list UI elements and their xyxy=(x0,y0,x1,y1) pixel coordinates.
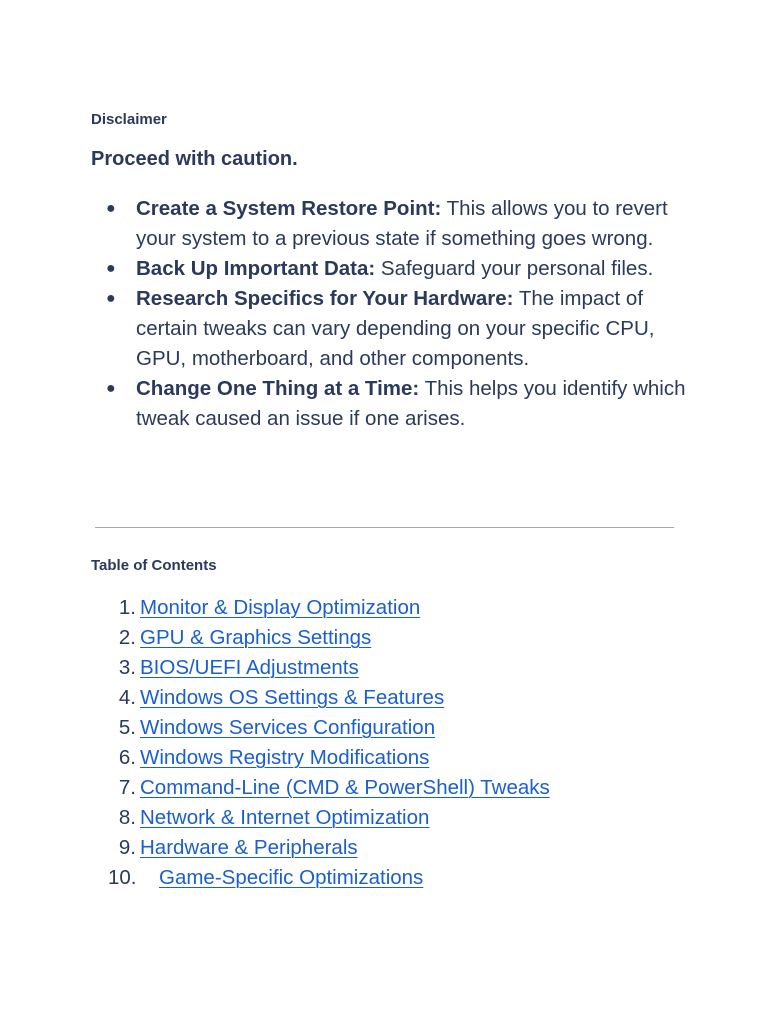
bullet-icon: ● xyxy=(106,260,116,277)
list-item xyxy=(106,284,686,374)
toc-number: 6. xyxy=(118,746,136,769)
toc-link-network-internet[interactable]: Network & Internet Optimization xyxy=(140,806,430,829)
caution-title: Proceed with caution. xyxy=(91,148,298,170)
bullet-icon: ● xyxy=(106,200,116,217)
toc-number: 2. xyxy=(118,626,136,649)
list-item xyxy=(106,194,686,254)
item-title: Create a System Restore Point: xyxy=(136,197,442,220)
toc-link-windows-registry[interactable]: Windows Registry Modifications xyxy=(140,746,430,769)
toc-item xyxy=(106,863,550,893)
toc-item xyxy=(106,593,550,623)
toc-number: 10. xyxy=(108,866,137,889)
item-text: The impact of certain tweaks can vary depending on your specific CPU, GPU, motherboard, and other components. xyxy=(136,287,655,370)
toc-number: 1. xyxy=(118,596,136,619)
toc-number: 8. xyxy=(118,806,136,829)
toc-link-windows-os[interactable]: Windows OS Settings & Features xyxy=(140,686,445,709)
toc-item xyxy=(106,833,550,863)
toc-link-command-line[interactable]: Command-Line (CMD & PowerShell) Tweaks xyxy=(140,776,550,799)
disclaimer-heading: Disclaimer xyxy=(91,111,167,128)
list-item xyxy=(106,254,686,284)
item-text: This helps you identify which tweak caused an issue if one arises. xyxy=(136,377,686,430)
table-of-contents xyxy=(106,593,550,893)
toc-number: 3. xyxy=(118,656,136,679)
toc-item xyxy=(106,773,550,803)
toc-item xyxy=(106,623,550,653)
toc-link-windows-services[interactable]: Windows Services Configuration xyxy=(140,716,436,739)
disclaimer-list xyxy=(106,194,686,434)
section-divider xyxy=(95,527,674,528)
toc-item xyxy=(106,743,550,773)
toc-link-monitor-display[interactable]: Monitor & Display Optimization xyxy=(140,596,421,619)
toc-item xyxy=(106,713,550,743)
item-title: Back Up Important Data: xyxy=(136,257,376,280)
toc-number: 9. xyxy=(118,836,136,859)
toc-item xyxy=(106,803,550,833)
toc-heading: Table of Contents xyxy=(91,557,217,574)
toc-number: 4. xyxy=(118,686,136,709)
item-title: Change One Thing at a Time: xyxy=(136,377,420,400)
item-title: Research Specifics for Your Hardware: xyxy=(136,287,514,310)
toc-link-hardware-peripherals[interactable]: Hardware & Peripherals xyxy=(140,836,358,859)
toc-link-gpu-graphics[interactable]: GPU & Graphics Settings xyxy=(140,626,372,649)
toc-link-game-specific[interactable]: Game-Specific Optimizations xyxy=(159,866,424,889)
toc-item xyxy=(106,653,550,683)
list-item xyxy=(106,374,686,434)
toc-number: 5. xyxy=(118,716,136,739)
item-text: Safeguard your personal files. xyxy=(375,257,654,280)
bullet-icon: ● xyxy=(106,380,116,397)
item-text: This allows you to revert your system to a previous state if something goes wrong. xyxy=(136,197,668,250)
toc-item xyxy=(106,683,550,713)
toc-number: 7. xyxy=(118,776,136,799)
toc-link-bios-uefi[interactable]: BIOS/UEFI Adjustments xyxy=(140,656,359,679)
bullet-icon: ● xyxy=(106,290,116,307)
